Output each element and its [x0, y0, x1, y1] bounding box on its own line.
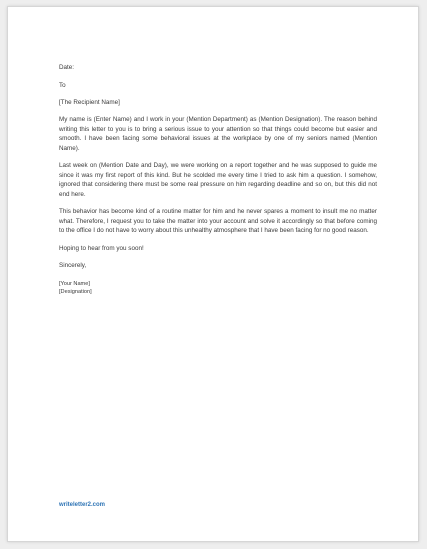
sender-designation: [Designation] [59, 289, 92, 296]
body-paragraph-2: Last week on (Mention Date and Day), we were working on a report together and he was supposed to guide me since it was my first report of this kind. But he scolded me every time I tried to ask him a question. I somehow, ignored that considering there must be some real pressure on him regarding deadline and so on, but this did not end here. [59, 162, 377, 198]
body-paragraph-3: This behavior has become kind of a routine matter for him and he never spares a moment to insult me no matter what. Therefore, I request you to take the matter into your account and solve it accordingly so that before coming to the office I do not have to worry about this unhealthy atmosphere that I have been facing for no good reason. [59, 208, 377, 235]
letter-page [7, 6, 419, 542]
to-line: To [59, 82, 66, 90]
site-link[interactable]: writeletter2.com [59, 502, 106, 508]
sign-off: Sincerely, [59, 262, 87, 270]
sender-name: [Your Name] [59, 281, 90, 287]
recipient-name: [The Recipient Name] [59, 99, 120, 107]
date-line: Date: [59, 64, 75, 71]
closing-line: Hoping to hear from you soon! [59, 244, 144, 252]
letter-body [59, 63, 377, 297]
body-paragraph-1: My name is (Enter Name) and I work in your (Mention Department) as (Mention Designation). The reason behind writing this letter to you is to bring a serious issue to your attention so that things could become but easier and smooth. I have been facing some behavioral issues at the workplace by one of my seniors named (Mention Name). [59, 116, 377, 153]
